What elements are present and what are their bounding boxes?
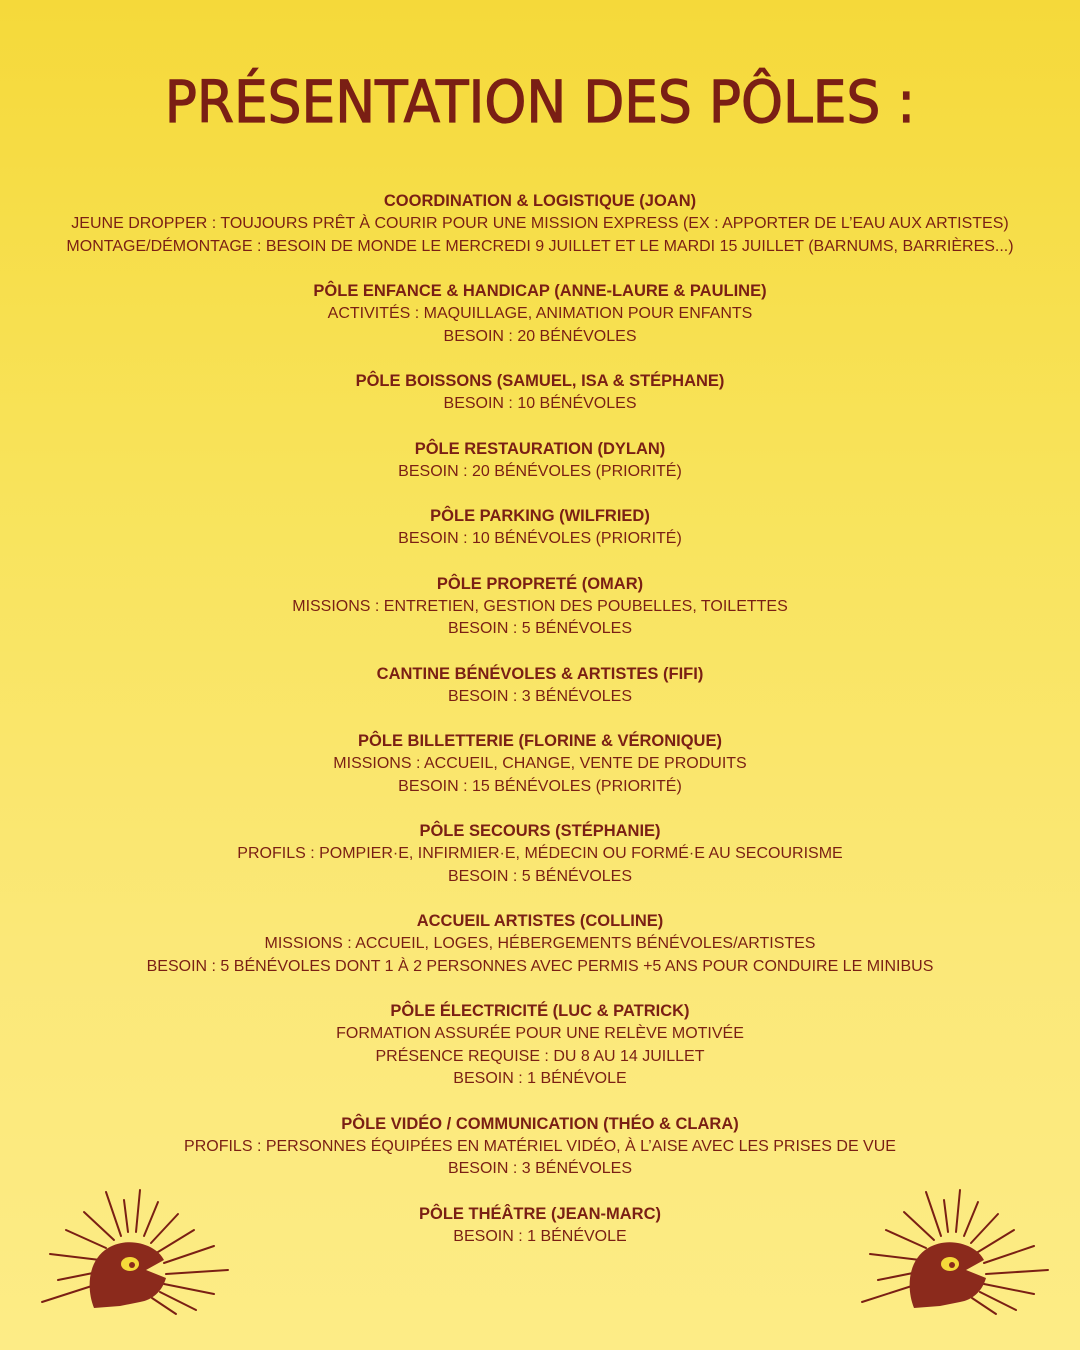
shouting-mascot-icon bbox=[36, 1188, 236, 1318]
pole-detail: BESOIN : 5 BÉNÉVOLES bbox=[447, 620, 633, 637]
pole-section bbox=[0, 573, 1080, 641]
pole-title: PÔLE BOISSONS (SAMUEL, ISA & STÉPHANE) bbox=[355, 372, 725, 390]
page-title: PRÉSENTATION DES PÔLES : bbox=[164, 68, 916, 136]
pole-section bbox=[0, 190, 1080, 258]
pole-title: PÔLE BILLETTERIE (FLORINE & VÉRONIQUE) bbox=[358, 732, 722, 750]
pole-detail: PROFILS : PERSONNES ÉQUIPÉES EN MATÉRIEL VIDÉO, À L’AISE AVEC LES PRISES DE VUE bbox=[184, 1137, 896, 1155]
pole-detail: BESOIN : 5 BÉNÉVOLES DONT 1 À 2 PERSONNES AVEC PERMIS +5 ANS POUR CONDUIRE LE MINIBUS bbox=[146, 957, 934, 975]
poles-list bbox=[0, 190, 1080, 1270]
pole-title: PÔLE ENFANCE & HANDICAP (ANNE-LAURE & PAULINE) bbox=[313, 282, 767, 300]
pole-section bbox=[0, 1000, 1080, 1091]
pole-title: PÔLE ÉLECTRICITÉ (LUC & PATRICK) bbox=[390, 1002, 690, 1020]
pole-section bbox=[0, 280, 1080, 348]
pole-detail: MONTAGE/DÉMONTAGE : BESOIN DE MONDE LE MERCREDI 9 JUILLET ET LE MARDI 15 JUILLET (BARNUMS, BARRIÈRES...) bbox=[66, 237, 1014, 255]
pole-section bbox=[0, 505, 1080, 551]
pole-detail: BESOIN : 1 BÉNÉVOLE bbox=[453, 1070, 627, 1087]
pole-detail: BESOIN : 10 BÉNÉVOLES bbox=[443, 395, 637, 412]
pole-detail: PROFILS : POMPIER·E, INFIRMIER·E, MÉDECIN OU FORMÉ·E AU SECOURISME bbox=[237, 845, 843, 862]
pole-detail: ACTIVITÉS : MAQUILLAGE, ANIMATION POUR ENFANTS bbox=[327, 305, 753, 322]
pole-detail: MISSIONS : ENTRETIEN, GESTION DES POUBELLES, TOILETTES bbox=[292, 597, 788, 615]
pole-title: PÔLE RESTAURATION (DYLAN) bbox=[414, 439, 666, 458]
pole-title: PÔLE PROPRETÉ (OMAR) bbox=[436, 574, 644, 593]
pole-title: COORDINATION & LOGISTIQUE (JOAN) bbox=[383, 192, 697, 210]
pole-title: ACCUEIL ARTISTES (COLLINE) bbox=[416, 912, 664, 930]
pole-detail: PRÉSENCE REQUISE : DU 8 AU 14 JUILLET bbox=[375, 1047, 705, 1065]
pole-title: PÔLE THÉÂTRE (JEAN-MARC) bbox=[419, 1204, 661, 1223]
pole-section bbox=[0, 730, 1080, 798]
pole-detail: JEUNE DROPPER : TOUJOURS PRÊT À COURIR POUR UNE MISSION EXPRESS (EX : APPORTER DE L’EAU AUX ARTISTES) bbox=[71, 215, 1009, 232]
pole-detail: BESOIN : 20 BÉNÉVOLES bbox=[443, 327, 637, 345]
pole-detail: BESOIN : 5 BÉNÉVOLES bbox=[447, 867, 633, 885]
pole-detail: MISSIONS : ACCUEIL, LOGES, HÉBERGEMENTS BÉNÉVOLES/ARTISTES bbox=[264, 935, 816, 952]
pole-detail: BESOIN : 15 BÉNÉVOLES (PRIORITÉ) bbox=[398, 777, 682, 795]
pole-title: CANTINE BÉNÉVOLES & ARTISTES (FIFI) bbox=[376, 664, 704, 683]
pole-detail: MISSIONS : ACCUEIL, CHANGE, VENTE DE PRODUITS bbox=[333, 755, 747, 772]
shouting-mascot-icon bbox=[856, 1188, 1056, 1318]
pole-title: PÔLE SECOURS (STÉPHANIE) bbox=[419, 822, 661, 840]
pole-detail: BESOIN : 10 BÉNÉVOLES (PRIORITÉ) bbox=[398, 530, 682, 547]
pole-section bbox=[0, 910, 1080, 978]
pole-detail: BESOIN : 3 BÉNÉVOLES bbox=[447, 687, 633, 705]
pole-section bbox=[0, 663, 1080, 709]
pole-section bbox=[0, 370, 1080, 416]
pole-detail: BESOIN : 1 BÉNÉVOLE bbox=[453, 1227, 627, 1245]
pole-detail: BESOIN : 3 BÉNÉVOLES bbox=[447, 1160, 633, 1177]
pole-section bbox=[0, 820, 1080, 888]
pole-detail: BESOIN : 20 BÉNÉVOLES (PRIORITÉ) bbox=[398, 462, 682, 480]
pole-title: PÔLE PARKING (WILFRIED) bbox=[430, 507, 650, 525]
pole-title: PÔLE VIDÉO / COMMUNICATION (THÉO & CLARA) bbox=[341, 1114, 739, 1133]
pole-detail: FORMATION ASSURÉE POUR UNE RELÈVE MOTIVÉE bbox=[336, 1025, 744, 1042]
pole-section bbox=[0, 438, 1080, 484]
pole-section bbox=[0, 1113, 1080, 1181]
